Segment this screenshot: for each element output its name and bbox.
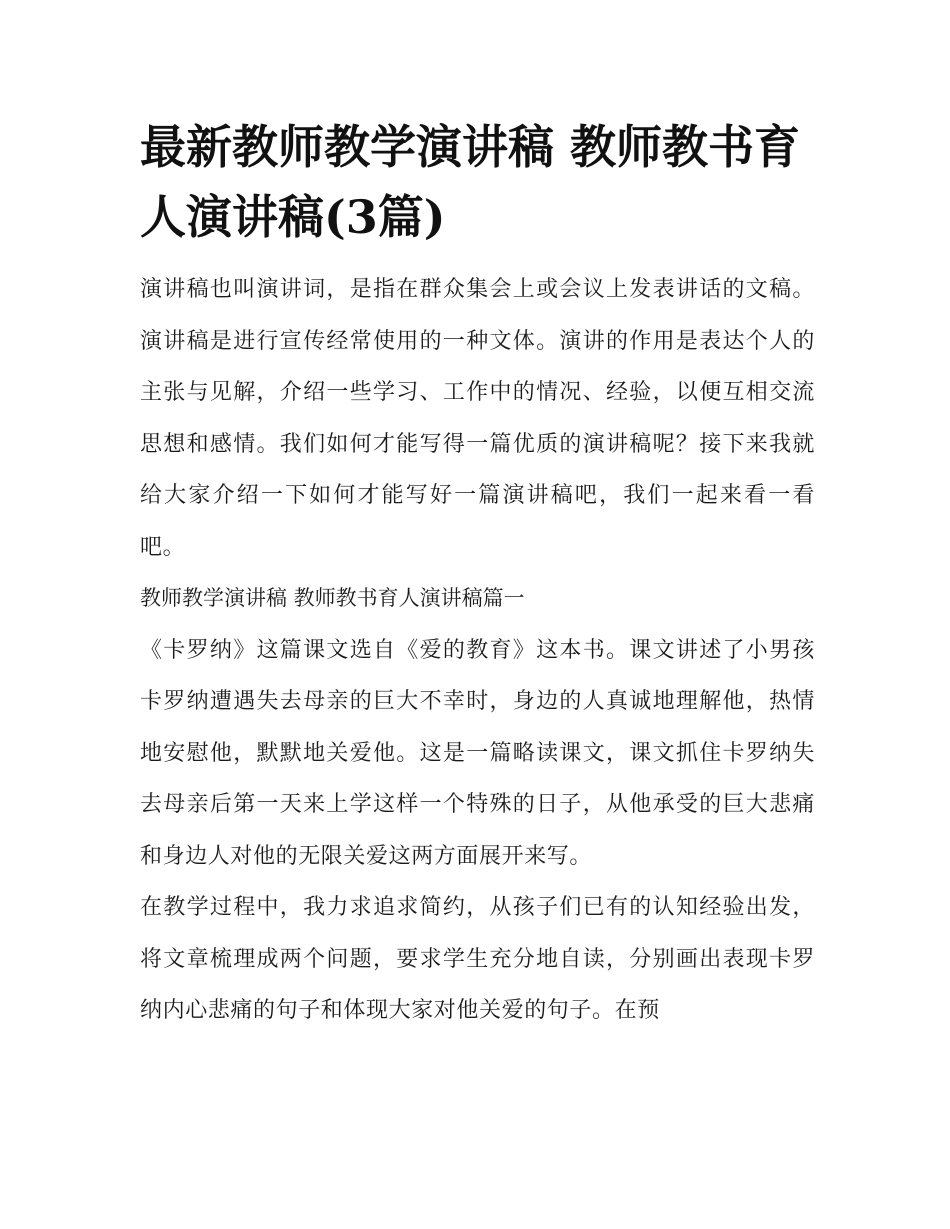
document-title: 最新教师教学演讲稿 教师教书育人演讲稿(3篇) [140,120,801,244]
body-paragraph-1: 《卡罗纳》这篇课文选自《爱的教育》这本书。课文讲述了小男孩卡罗纳遭遇失去母亲的巨大不幸时，身边的人真诚地理解他，热情地安慰他，默默地关爱他。这是一篇略读课文，课文抓住卡罗纳失去母亲后第一天来上学这样一个特殊的日子，从他承受的巨大悲痛和身边人对他的无限关爱这两方面展开来写。 [140,637,815,869]
body-paragraph-2: 在教学过程中，我力求追求简约，从孩子们已有的认知经验出发，将文章梳理成两个问题，要求学生充分地自读，分别画出表现卡罗纳内心悲痛的句子和体现大家对他关爱的句子。在预 [140,895,815,1023]
document-body [140,264,815,1037]
section-heading: 教师教学演讲稿 教师教书育人演讲稿篇一 [140,586,525,610]
document-page [140,112,815,1037]
intro-paragraph: 演讲稿也叫演讲词，是指在群众集会上或会议上发表讲话的文稿。演讲稿是进行宣传经常使用的一种文体。演讲的作用是表达个人的主张与见解，介绍一些学习、工作中的情况、经验，以便互相交流思想和感情。我们如何才能写得一篇优质的演讲稿呢？接下来我就给大家介绍一下如何才能写好一篇演讲稿吧，我们一起来看一看吧。 [140,277,815,560]
